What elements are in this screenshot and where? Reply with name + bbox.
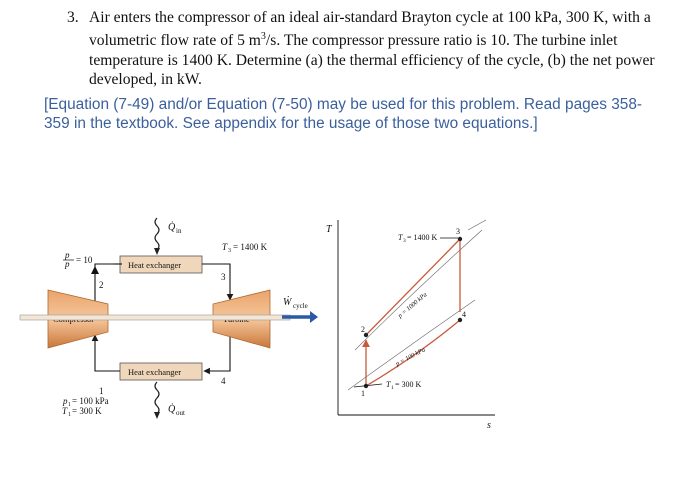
problem-text-part-2: /s. The compressor pressure ratio is 10. The turbine inlet temperature is 1400 K. Determine (a) the thermal efficiency of the cycle, (b) the net power developed, in kW.: [89, 32, 655, 89]
w-cycle-symbol: Ẇ: [283, 297, 292, 308]
ts-x-axis-label: s: [487, 420, 491, 431]
svg-text:1: 1: [68, 402, 71, 408]
w-cycle-label: cycle: [293, 302, 308, 310]
schematic-state-2: 2: [99, 280, 104, 290]
ts-point-3: [458, 237, 462, 241]
svg-text:T: T: [222, 242, 228, 252]
ts-p-low-label: p = 100 kPa: [394, 346, 427, 368]
ts-t3-label: = 1400 K: [407, 233, 438, 242]
svg-text:T: T: [62, 406, 68, 416]
schematic-state-1: 1: [99, 386, 104, 396]
ts-state-1: 1: [361, 389, 365, 398]
schematic-t1-label: = 300 K: [72, 406, 102, 416]
ts-diagram: [326, 220, 495, 431]
svg-text:3: 3: [228, 248, 231, 254]
ts-state-4: 4: [462, 310, 466, 319]
heat-in-wavy-arrow: [155, 218, 159, 250]
svg-text:T: T: [386, 380, 391, 389]
figure-svg: [0, 200, 697, 487]
q-in-symbol: Q̇: [168, 222, 176, 233]
svg-text:1: 1: [68, 412, 71, 418]
ts-state-3: 3: [456, 227, 460, 236]
problem-statement: [67, 8, 682, 90]
heat-exchanger-bottom-label: Heat exchanger: [128, 367, 182, 377]
problem-exponent: 3: [260, 31, 266, 43]
schematic-p1-label: = 100 kPa: [72, 396, 109, 406]
schematic: [20, 218, 318, 419]
q-out-label: out: [176, 409, 185, 417]
pipe-1: [95, 335, 120, 371]
schematic-state-4: 4: [221, 376, 226, 386]
problem-text-part-1: Air enters the compressor of an ideal air-standard Brayton cycle at 100 kPa, 300 K, with a volumetric flow rate of 5 m: [89, 9, 651, 50]
shaft: [20, 315, 290, 320]
brayton-figure: [0, 200, 697, 487]
svg-text:3: 3: [403, 238, 406, 244]
ts-p-high-label: p = 1000 kPa: [396, 291, 429, 320]
pressure-ratio-label: = 10: [76, 255, 93, 265]
heat-out-wavy-arrow: [155, 382, 159, 414]
q-in-label: in: [176, 227, 182, 235]
svg-text:p: p: [65, 259, 70, 269]
problem-text: [89, 8, 682, 90]
ts-y-axis-label: T: [326, 224, 332, 235]
pressure-ratio-fraction: p: [65, 250, 70, 260]
ts-t1-label: = 300 K: [395, 380, 422, 389]
svg-text:p: p: [63, 396, 68, 406]
pipe-4: [204, 333, 230, 371]
problem-number: 3.: [67, 9, 79, 26]
svg-text:1: 1: [391, 385, 394, 391]
schematic-t3-label: = 1400 K: [233, 242, 268, 252]
isobar-high: [355, 230, 482, 350]
equation-note: [Equation (7-49) and/or Equation (7-50) may be used for this problem. Read pages 358-359 in the textbook. See appendix for the usage of those two equations.]: [44, 96, 643, 133]
q-out-symbol: Q̇: [168, 404, 176, 415]
isobar-low: [348, 300, 475, 390]
ts-state-2: 2: [361, 325, 365, 334]
heat-exchanger-top-label: Heat exchanger: [128, 260, 182, 270]
schematic-state-3: 3: [221, 272, 226, 282]
svg-text:T: T: [398, 233, 403, 242]
pipe-3: [202, 264, 230, 300]
